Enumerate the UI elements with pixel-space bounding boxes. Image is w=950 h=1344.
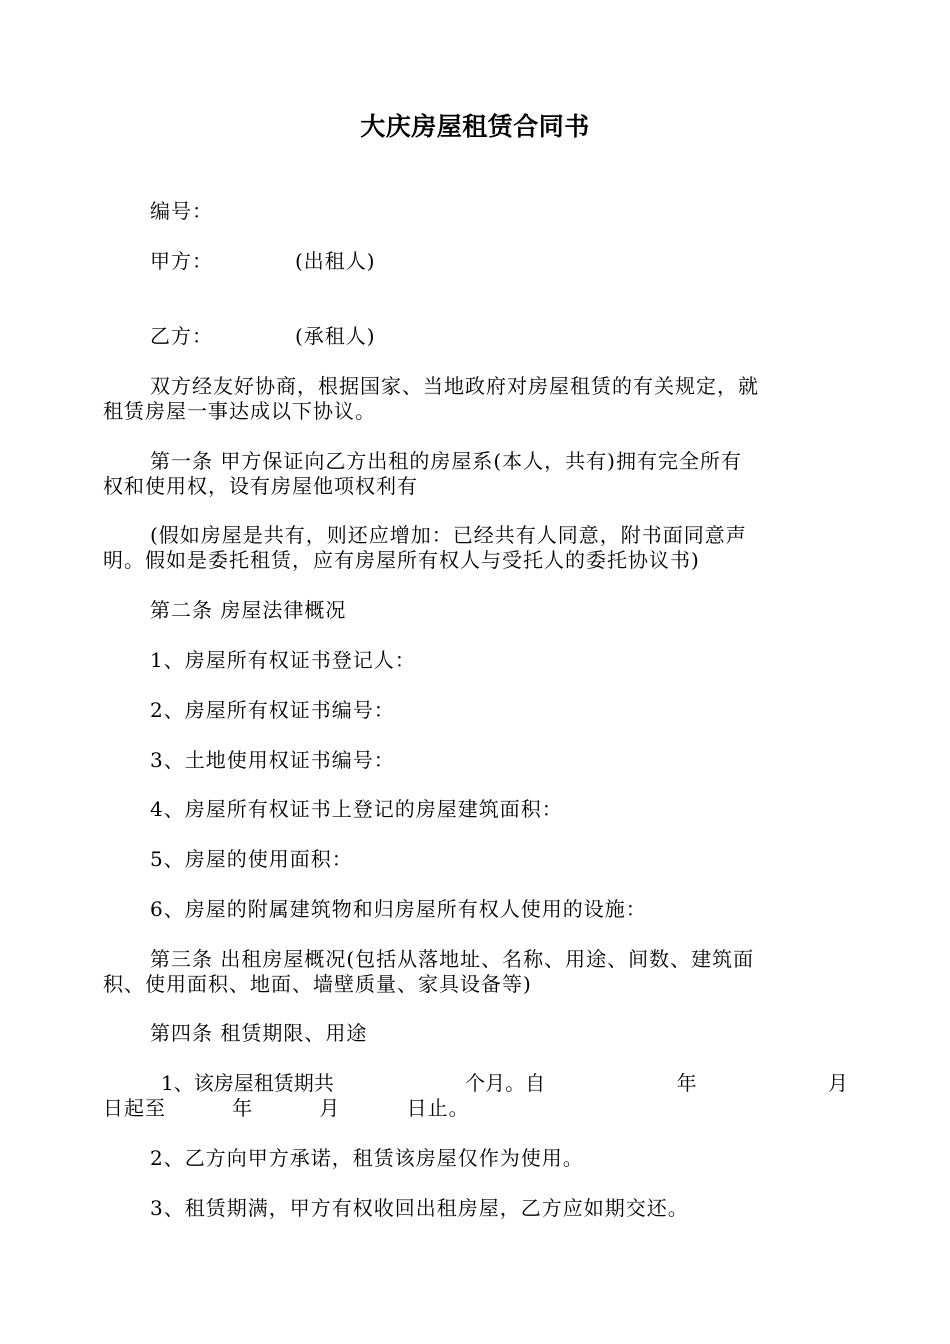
article1-line-2: 权和使用权，设有房屋他项权利有 bbox=[103, 474, 418, 498]
intro-line-2: 租赁房屋一事达成以下协议。 bbox=[103, 399, 376, 423]
article4-item-1-part-2: 个月。自 bbox=[465, 1071, 546, 1095]
contract-number-label: 编号： bbox=[150, 199, 213, 223]
article3-line-1: 第三条 出租房屋概况(包括从落地址、名称、用途、间数、建筑面 bbox=[150, 947, 755, 971]
party-b-role: (承租人) bbox=[295, 324, 376, 348]
article4-item-1-part-3: 年 bbox=[676, 1071, 697, 1095]
party-a-label: 甲方： bbox=[150, 249, 213, 273]
article4-item-1-part-4: 月 bbox=[828, 1071, 848, 1095]
article4-item-3: 3、租赁期满，甲方有权收回出租房屋，乙方应如期交还。 bbox=[150, 1196, 689, 1220]
article2-item-6: 6、房屋的附属建筑物和归房屋所有权人使用的设施： bbox=[150, 897, 647, 921]
article2-item-5: 5、房屋的使用面积： bbox=[150, 847, 353, 871]
article4-item-2: 2、乙方向甲方承诺，租赁该房屋仅作为使用。 bbox=[150, 1146, 584, 1170]
article2-item-3: 3、土地使用权证书编号： bbox=[150, 748, 395, 772]
party-a-role: (出租人) bbox=[295, 249, 376, 273]
article2-item-2: 2、房屋所有权证书编号： bbox=[150, 698, 395, 722]
article2-item-4: 4、房屋所有权证书上登记的房屋建筑面积： bbox=[150, 797, 563, 821]
article4-heading: 第四条 租赁期限、用途 bbox=[150, 1021, 368, 1045]
article2-item-1: 1、房屋所有权证书登记人： bbox=[150, 648, 416, 672]
note-line-1: (假如房屋是共有，则还应增加：已经共有人同意，附书面同意声 bbox=[150, 523, 747, 547]
article2-heading: 第二条 房屋法律概况 bbox=[150, 598, 347, 622]
article1-line-1: 第一条 甲方保证向乙方出租的房屋系(本人，共有)拥有完全所有 bbox=[150, 449, 742, 473]
intro-line-1: 双方经友好协商，根据国家、当地政府对房屋租赁的有关规定，就 bbox=[150, 374, 759, 398]
note-line-2: 明。假如是委托租赁，应有房屋所有权人与受托人的委托协议书) bbox=[103, 548, 700, 572]
article3-line-2: 积、使用面积、地面、墙壁质量、家具设备等) bbox=[103, 972, 532, 996]
party-b-label: 乙方： bbox=[150, 324, 213, 348]
article4-item-1-line-2: 日起至 年 月 日止。 bbox=[103, 1096, 470, 1120]
article4-item-1-line-1 bbox=[103, 1070, 848, 1096]
article4-item-1-part-1: 1、该房屋租赁期共 bbox=[161, 1071, 334, 1095]
document-title: 大庆房屋租赁合同书 bbox=[360, 112, 590, 141]
